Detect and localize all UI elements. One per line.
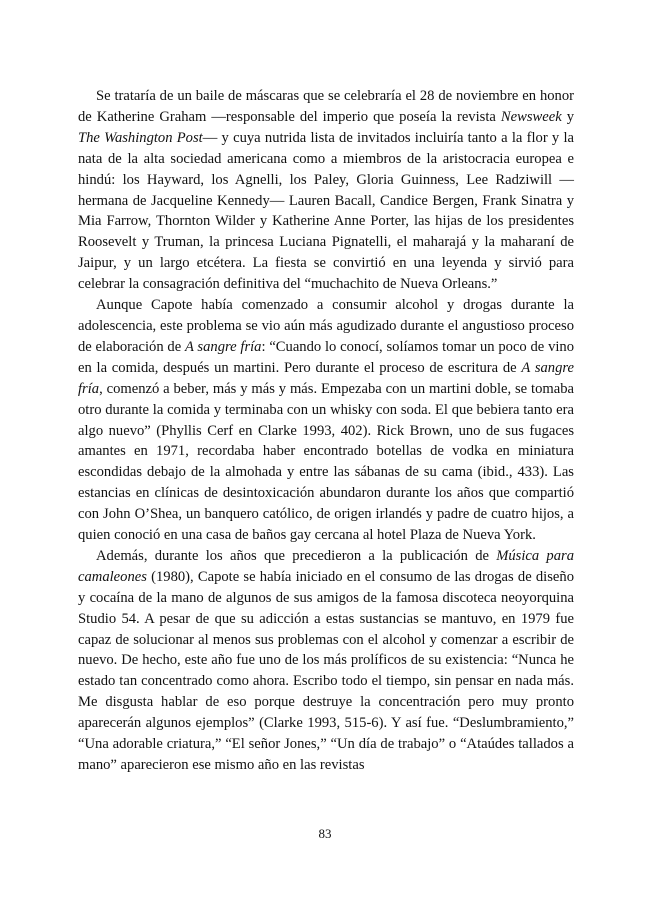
paragraph-text: y: [561, 108, 574, 125]
newspaper-title-washington-post: The Washington Post: [78, 129, 203, 146]
paragraph-text: : “Cuando lo conocí, solíamos tomar un poco de vino en la comida, después un martini. Pero durante el proceso de escritura de: [78, 338, 575, 376]
paragraph-text: — y cuya nutrida lista de invitados incluiría tanto a la flor y la nata de la alta sociedad americana como a miembros de la aristocracia europea e hindú: los Hayward, los Agnelli, los Paley, Gloria Guinness, Lee Radziwill —hermana de Jacqueline Kennedy— Lauren Bacall, Candice Bergen, Frank Sinatra y Mia Farrow, Thornton Wilder y Katherine Anne Porter, las hijas de los presidentes Roosevelt y Truman, la princesa Luciana Pignatelli, el maharajá y la maharaní de Jaipur, y un largo etcétera. La fiesta se convirtió en una leyenda y sirvió para celebrar la consagración definitiva del “muchachito de Nueva Orleans.”: [78, 129, 574, 293]
page-body: [78, 86, 574, 776]
paragraph-1: [78, 86, 574, 295]
book-title-musica-para-camaleones: Música para camaleones: [78, 547, 574, 585]
paragraph-text: Además, durante los años que precedieron a la publicación de: [96, 547, 497, 564]
paragraph-text: (1980), Capote se había iniciado en el consumo de las drogas de diseño y cocaína de la mano de algunos de sus amigos de la famosa discoteca neoyorquina Studio 54. A pesar de que su adicción a estas sustancias se mantuvo, en 1979 fue capaz de solucionar al menos sus problemas con el alcohol y comenzar a escribir de nuevo. De hecho, este año fue uno de los más prolíficos de su existencia: “Nunca he estado tan concentrado como ahora. Escribo todo el tiempo, sin pensar en nada más. Me disgusta hablar de eso porque destruye la concentración pero muy pronto aparecerán algunos ejemplos” (Clarke 1993, 515-6). Y así fue. “Deslumbramiento,” “Una adorable criatura,” “El señor Jones,” “Un día de trabajo” o “Ataúdes tallados a mano” aparecieron ese mismo año en las revistas: [78, 568, 574, 773]
paragraph-3: [78, 546, 574, 776]
book-title-a-sangre-fria: A sangre fría: [78, 359, 575, 397]
paragraph-text: , comenzó a beber, más y más y más. Empezaba con un martini doble, se tomaba otro durante la comida y terminaba con un whisky con soda. El que bebiera tanto era algo nuevo” (Phyllis Cerf en Clarke 1993, 402). Rick Brown, uno de sus fugaces amantes en 1971, recordaba haber encontrado botellas de vodka en miniatura escondidas debajo de la almohada y entre las sábanas de su cama (ibid., 433). Las estancias en clínicas de desintoxicación abundaron durante los años que compartió con John O’Shea, un banquero católico, de origen irlandés y padre de cuatro hijos, a quien conoció en una casa de baños gay cercana al hotel Plaza de Nueva York.: [78, 380, 574, 544]
paragraph-text: Aunque Capote había comenzado a consumir alcohol y drogas durante la adolescencia, este problema se vio aún más agudizado durante el angustioso proceso de elaboración de: [78, 297, 574, 355]
book-title-a-sangre-fria: A sangre fría: [184, 338, 262, 355]
magazine-title-newsweek: Newsweek: [500, 108, 562, 125]
paragraph-text: Se trataría de un baile de máscaras que se celebraría el 28 de noviembre en honor de Katherine Graham —responsable del imperio que poseía la revista: [78, 88, 574, 125]
page-number: 83: [318, 826, 332, 841]
paragraph-2: [78, 295, 574, 546]
